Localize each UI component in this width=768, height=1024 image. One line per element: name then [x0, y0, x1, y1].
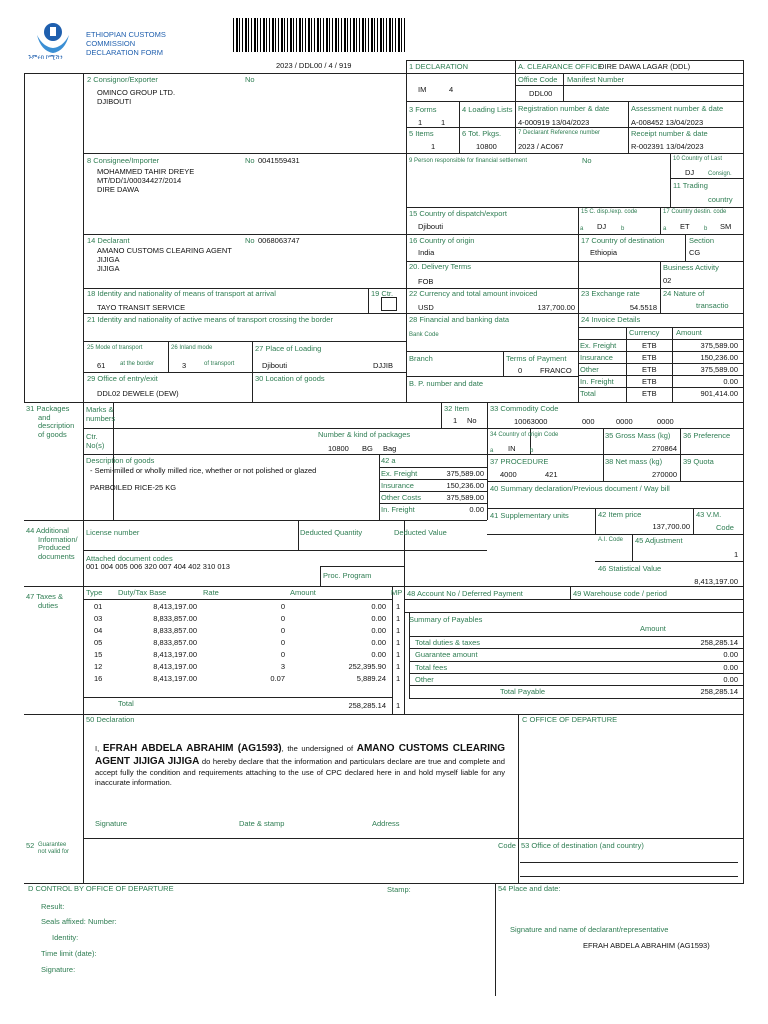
box-16-label: 16 Country of origin	[409, 236, 475, 245]
payables-total: 258,285.14	[700, 687, 738, 696]
invoice-row-currency: ETB	[642, 341, 657, 350]
tax-row-rate: 0	[280, 626, 285, 635]
address-label: Address	[372, 819, 400, 828]
tax-row-base: 8,833,857.00	[153, 614, 197, 623]
tax-row-base: 8,413,197.00	[153, 662, 197, 671]
org-title: ETHIOPIAN CUSTOMS COMMISSION DECLARATION FORM	[86, 30, 166, 57]
business-label: Business Activity	[663, 263, 719, 272]
package-count: 10800	[328, 444, 349, 453]
origin-country: India	[418, 248, 435, 257]
declaration-text: I, EFRAH ABDELA ABRAHIM (AG1593), the undersigned of AMANO CUSTOMS CLEARING AGENT JIJIGA JIJIGA do hereby declare that the information and particulars declare are true and complete and accept fully the condition and requirements attaching to the use of CPC declared here in and hold myself liable for any inaccurate information.	[95, 743, 505, 788]
tax-row-mp: 1	[396, 650, 401, 659]
logo-text: ጉምሩክ ኮሚሽን	[28, 55, 63, 61]
declaration-type: IM	[418, 85, 427, 94]
box-52-label: 52	[26, 841, 35, 850]
tax-total: 258,285.14	[348, 701, 386, 710]
tax-row-rate: 0	[280, 602, 285, 611]
clearance-office-label: A. CLEARANCE OFFICE	[518, 62, 603, 71]
payable-row-label: Total fees	[415, 662, 448, 672]
tax-base-header: Duty/Tax Base	[118, 588, 167, 597]
destination-subcode: SM	[720, 222, 732, 231]
tax-amount-header: Amount	[290, 588, 316, 597]
signature-label: Signature	[95, 819, 128, 828]
exchange-rate: 54.5518	[629, 303, 657, 312]
cost-row-label: Insurance	[381, 481, 414, 490]
invoice-row-label: Total	[580, 389, 596, 398]
box-27-label: 27 Place of Loading	[255, 344, 322, 353]
invoice-amount-header: Amount	[676, 328, 702, 337]
box-3-label: 3 Forms	[409, 105, 437, 114]
deducted-quantity-label: Deducted Quantity	[300, 528, 363, 537]
seals-label: Seals affixed: Number:	[41, 917, 117, 926]
box-45-label: 45 Adjustment	[635, 536, 683, 545]
tax-total-mp: 1	[396, 701, 401, 710]
cost-row-amount: 375,589.00	[446, 469, 484, 478]
assessment-value: A-008452 13/04/2023	[631, 118, 704, 127]
tax-row-amount: 0.00	[371, 602, 386, 611]
box-10-label: 10 Country of Last	[673, 156, 723, 162]
forms-value: 1	[418, 118, 423, 127]
tax-row-mp: 1	[396, 614, 401, 623]
box-34-label: 34 Country of origin Code	[490, 432, 559, 438]
tax-mp-header: MP	[391, 588, 403, 597]
destination-code: ET	[680, 222, 690, 231]
box-54-label: 54 Place and date:	[498, 884, 561, 893]
invoice-currency: USD	[418, 303, 434, 312]
tax-row-type: 16	[94, 674, 103, 683]
consignor-name: OMINCO GROUP LTD.	[97, 88, 176, 97]
declarant-line-3: JIJIGA	[97, 264, 120, 273]
consignee-line-1: MOHAMMED TAHIR DREYE	[97, 167, 195, 176]
invoice-row-currency: ETB	[642, 377, 657, 386]
box-36-label: 36 Preference	[683, 431, 731, 440]
terms-label: Terms of Payment	[506, 354, 567, 363]
box-5-label: 5 Items	[409, 129, 434, 138]
box-46-label: 46 Statistical Value	[598, 564, 662, 573]
invoice-row-label: Ex. Freight	[580, 341, 617, 350]
procedure-code: 4000	[500, 470, 517, 479]
goods-description-2: PARBOILED RICE-25 KG	[90, 483, 177, 492]
tax-row-rate: 0	[280, 650, 285, 659]
assessment-label: Assessment number & date	[631, 104, 724, 113]
stamp-label: Stamp:	[387, 885, 411, 894]
box-15c-label: 15 C. disp./exp. code	[581, 209, 638, 215]
tax-row-type: 15	[94, 650, 103, 659]
invoice-currency-header: Currency	[629, 328, 660, 337]
box-8-label: 8 Consignee/Importer	[87, 156, 160, 165]
invoice-row-label: In. Freight	[580, 377, 614, 386]
goods-description: - Semi-milled or wholly milled rice, whether or not polished or glazed	[90, 466, 317, 475]
payables-total-label: Total Payable	[500, 687, 546, 696]
dispatch-code: DJ	[597, 222, 607, 231]
loading-code: DJJIB	[373, 361, 394, 370]
barcode	[233, 18, 405, 52]
bp-label: B. P. number and date	[409, 379, 484, 388]
invoice-row-label: Other	[580, 365, 599, 374]
payable-row-amount: 0.00	[723, 674, 738, 684]
payables-label: Summary of Payables	[409, 615, 483, 624]
box-38-label: 38 Net mass (kg)	[605, 457, 663, 466]
invoice-row-amount: 375,589.00	[700, 365, 738, 374]
statistical-value: 8,413,197.00	[694, 577, 738, 586]
total-packages: 10800	[476, 142, 497, 151]
destination-country: Ethiopia	[590, 248, 618, 257]
tax-row-type: 01	[94, 602, 103, 611]
section-value: CG	[689, 248, 701, 257]
box-9-no-label: No	[582, 156, 592, 165]
items-value: 1	[431, 142, 436, 151]
business-value: 02	[663, 276, 672, 285]
tax-row-amount: 0.00	[371, 626, 386, 635]
box-31-label: 31 Packages and description of goods	[26, 404, 75, 439]
tax-row-amount: 0.00	[371, 638, 386, 647]
loading-place: Djibouti	[262, 361, 288, 370]
consignor-city: DJIBOUTI	[97, 97, 132, 106]
ctr-label: Ctr.	[86, 432, 98, 441]
package-code: BG	[362, 444, 373, 453]
marks-label: Marks &	[86, 405, 114, 414]
box-33-label: 33 Commodity Code	[490, 404, 559, 413]
tax-row-amount: 0.00	[371, 614, 386, 623]
section-label: Section	[689, 236, 715, 245]
box-24-label: 24 Nature of	[663, 289, 705, 298]
declarant-reference: 2023 / AC067	[518, 142, 564, 151]
box-53-label: 53 Office of destination (and country)	[521, 841, 644, 850]
origin-code: IN	[508, 444, 516, 453]
inland-mode: 3	[182, 361, 187, 370]
registration-value: 4-000919 13/04/2023	[518, 118, 590, 127]
tax-row-rate: 0	[280, 638, 285, 647]
delivery-terms: FOB	[418, 277, 434, 286]
declarant-no-label: No	[245, 236, 255, 245]
box-15-label: 15 Country of dispatch/export	[409, 209, 507, 218]
payable-row-label: Other	[415, 674, 434, 684]
box-4-label: 4 Loading Lists	[462, 105, 513, 114]
box-29-label: 29 Office of entry/exit	[87, 374, 158, 383]
box-17-label: 17 Country of destination	[581, 236, 665, 245]
box-44-label: 44 Additional Information/ Produced documents	[26, 526, 78, 561]
cost-row-amount: 0.00	[469, 505, 484, 514]
consignee-no-label: No	[245, 156, 255, 165]
transaction-sub: transactio	[696, 301, 729, 310]
consignee-line-3: DIRE DAWA	[97, 185, 139, 194]
invoice-row-amount: 0.00	[723, 377, 738, 386]
cost-row-label: Other Costs	[381, 493, 422, 502]
box-11-label: 11 Trading	[673, 181, 708, 190]
forms-total: 1	[441, 118, 446, 127]
cost-row-label: Ex. Freight	[381, 469, 418, 478]
box-26-label: 26 Inland mode	[171, 345, 213, 351]
country-last-consign: DJ	[685, 168, 695, 177]
invoice-details-label: 24 Invoice Details	[581, 315, 641, 324]
receipt-label: Receipt number & date	[631, 129, 708, 138]
declaration-subtype: 4	[449, 85, 454, 94]
invoice-row-amount: 901,414.00	[700, 389, 738, 398]
customs-logo	[33, 17, 73, 57]
box-7-label: 7 Declarant Reference number	[518, 130, 601, 136]
tax-row-mp: 1	[396, 674, 401, 683]
code-label: Code	[498, 841, 516, 850]
declarant-signature-label: Signature and name of declarant/representative	[510, 925, 669, 934]
procedure-subcode: 421	[545, 470, 558, 479]
deducted-value-label: Deducted Value	[394, 528, 447, 537]
office-code: DDL00	[529, 89, 553, 98]
tax-row-amount: 252,395.90	[348, 662, 386, 671]
control-signature-label: Signature:	[41, 965, 76, 974]
tax-row-base: 8,413,197.00	[153, 650, 197, 659]
cost-row-amount: 375,589.00	[446, 493, 484, 502]
receipt-value: R-002391 13/04/2023	[631, 142, 704, 151]
box-49-label: 49 Warehouse code / period	[573, 589, 667, 598]
identity-label: Identity:	[52, 933, 79, 942]
declarant-line-1: AMANO CUSTOMS CLEARING AGENT	[97, 246, 232, 255]
box-35-label: 35 Gross Mass (kg)	[605, 431, 671, 440]
box-19-label: 19 Ctr.	[371, 289, 394, 298]
ai-code-label: A.I. Code	[598, 537, 624, 543]
consignor-no-label: No	[245, 75, 255, 84]
payables-amount-header: Amount	[640, 624, 666, 633]
box-42a-label: 42 a	[381, 456, 396, 465]
box-25-label: 25 Mode of transport	[87, 345, 143, 351]
time-limit-label: Time limit (date):	[41, 949, 97, 958]
clearance-office: DIRE DAWA LAGAR (DDL)	[599, 62, 691, 71]
consignee-line-2: MT/DD/1/00034427/2014	[97, 176, 182, 185]
tax-row-mp: 1	[396, 602, 401, 611]
invoice-row-currency: ETB	[642, 353, 657, 362]
box-41-label: 41 Supplementary units	[490, 511, 569, 520]
tax-row-type: 12	[94, 662, 103, 671]
description-label: Description of goods	[86, 456, 155, 465]
result-label: Result:	[41, 902, 65, 911]
box-32-label: 32 Item	[444, 404, 470, 413]
consign-sub: Consign.	[708, 171, 732, 177]
item-price: 137,700.00	[652, 522, 690, 531]
transport-mode: 61	[97, 361, 106, 370]
declarant-no: 0068063747	[258, 236, 300, 245]
invoice-row-amount: 150,236.00	[700, 353, 738, 362]
box-18-label: 18 Identity and nationality of means of transport at arrival	[87, 289, 276, 298]
date-stamp-label: Date & stamp	[239, 819, 285, 828]
payable-row-amount: 0.00	[723, 662, 738, 672]
manifest-label: Manifest Number	[567, 75, 625, 84]
payable-row-label: Total duties & taxes	[415, 638, 481, 647]
tax-row-rate: 3	[280, 662, 285, 671]
invoice-row-label: Insurance	[580, 353, 613, 362]
commodity-code: 10063000	[514, 417, 548, 426]
tax-total-label: Total	[118, 699, 134, 708]
box-22-label: 22 Currency and total amount invoiced	[409, 289, 538, 298]
terms-code: 0	[518, 366, 523, 375]
package-kind: Bag	[383, 444, 397, 453]
payable-row-amount: 0.00	[723, 650, 738, 660]
box-48-label: 48 Account No / Deferred Payment	[407, 589, 523, 598]
tax-row-amount: 0.00	[371, 650, 386, 659]
num-kind-label: Number & kind of packages	[318, 430, 411, 439]
payable-row-label: Guarantee amount	[415, 650, 478, 660]
license-label: License number	[86, 528, 140, 537]
attached-codes-label: Attached document codes	[86, 554, 173, 563]
tax-type-header: Type	[86, 588, 103, 597]
tax-row-base: 8,413,197.00	[153, 674, 197, 683]
invoice-row-amount: 375,589.00	[700, 341, 738, 350]
tax-row-amount: 5,889.24	[356, 674, 386, 683]
box-d-label: D CONTROL BY OFFICE OF DEPARTURE	[28, 884, 174, 893]
tax-row-base: 8,833,857.00	[153, 626, 197, 635]
office-departure-label: C OFFICE OF DEPARTURE	[522, 715, 618, 724]
tax-row-type: 03	[94, 614, 103, 623]
box-9-label: 9 Person responsible for financial settlement	[409, 158, 528, 164]
box-37-label: 37 PROCEDURE	[490, 457, 549, 466]
tax-row-rate: 0	[280, 614, 285, 623]
arrival-transport: TAYO TRANSIT SERVICE	[97, 303, 186, 312]
attached-codes: 001 004 005 006 320 007 404 402 310 013	[86, 562, 230, 571]
tax-rate-header: Rate	[203, 588, 219, 597]
branch-label: Branch	[409, 354, 433, 363]
box-39-label: 39 Quota	[683, 457, 714, 466]
bank-code-label: Bank Code	[409, 332, 439, 338]
box-30-label: 30 Location of goods	[255, 374, 325, 383]
box-14-label: 14 Declarant	[87, 236, 130, 245]
box-43-label: 43 V.M.	[696, 510, 722, 519]
box-21-label: 21 Identity and nationality of active means of transport crossing the border	[87, 315, 333, 324]
tax-row-type: 05	[94, 638, 103, 647]
invoice-amount: 137,700.00	[537, 303, 575, 312]
invoice-row-currency: ETB	[642, 365, 657, 374]
payable-row-amount: 258,285.14	[700, 638, 738, 647]
tax-row-mp: 1	[396, 626, 401, 635]
tax-row-mp: 1	[396, 662, 401, 671]
cost-row-amount: 150,236.00	[446, 481, 484, 490]
office-code-label: Office Code	[518, 75, 558, 84]
tax-row-rate: 0.07	[270, 674, 285, 683]
box-47-label: 47 Taxes & duties	[26, 592, 63, 610]
tax-row-mp: 1	[396, 638, 401, 647]
box-42-label: 42 Item price	[598, 510, 642, 519]
tax-row-type: 04	[94, 626, 103, 635]
box-20-label: 20. Delivery Terms	[409, 262, 471, 271]
declaration-ref: 2023 / DDL00 / 4 / 919	[276, 61, 352, 70]
consignee-no: 0041559431	[258, 156, 300, 165]
item-number: 1	[453, 416, 458, 425]
registration-label: Registration number & date	[518, 104, 610, 113]
invoice-row-currency: ETB	[642, 389, 657, 398]
box-6-label: 6 Tot. Pkgs.	[462, 129, 502, 138]
gross-mass: 270864	[652, 444, 678, 453]
box-50-label: 50 Declaration	[86, 715, 135, 724]
box-40-label: 40 Summary declaration/Previous document / Way bill	[490, 484, 670, 493]
box-28-label: 28 Financial and banking data	[409, 315, 510, 324]
box-1-label: 1 DECLARATION	[409, 62, 469, 71]
terms-value: FRANCO	[540, 366, 572, 375]
tax-row-base: 8,833,857.00	[153, 638, 197, 647]
entry-office: DDL02 DEWELE (DEW)	[97, 389, 179, 398]
box-23-label: 23 Exchange rate	[581, 289, 640, 298]
box-17c-label: 17 Country destin. code	[663, 209, 727, 215]
trading-country-sub: country	[708, 195, 733, 204]
dispatch-country: Djibouti	[418, 222, 444, 231]
declarant-line-2: JIJIGA	[97, 255, 120, 264]
declarant-signature-name: EFRAH ABDELA ABRAHIM (AG1593)	[583, 941, 710, 950]
tax-row-base: 8,413,197.00	[153, 602, 197, 611]
proc-program-label: Proc. Program	[323, 571, 372, 580]
box-2-label: 2 Consignor/Exporter	[87, 75, 158, 84]
adjustment: 1	[734, 550, 739, 559]
cost-row-label: In. Freight	[381, 505, 415, 514]
net-mass: 270000	[652, 470, 678, 479]
